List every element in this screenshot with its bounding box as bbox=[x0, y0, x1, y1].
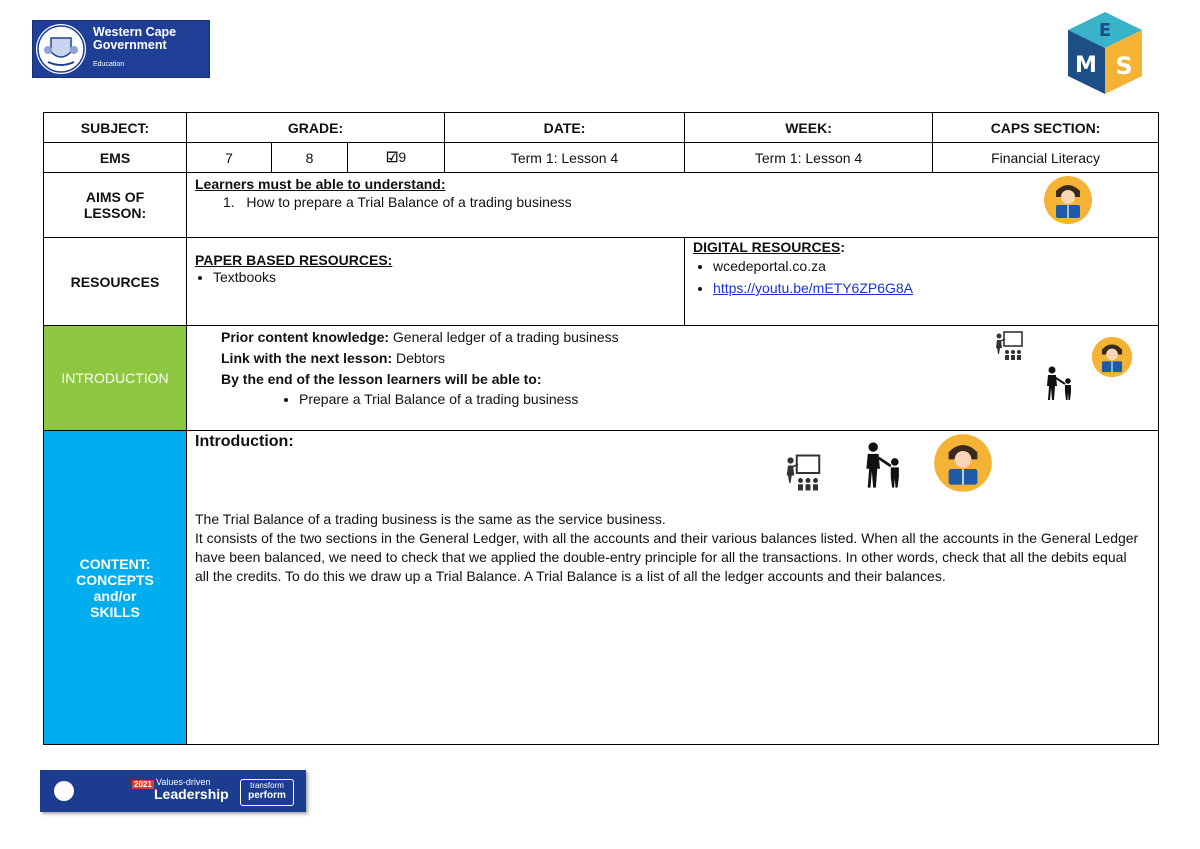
introduction-label: INTRODUCTION bbox=[44, 326, 187, 431]
ems-logo bbox=[1062, 10, 1148, 96]
svg-text:M: M bbox=[1075, 53, 1097, 78]
content-row bbox=[44, 431, 1159, 745]
parent-child-icon bbox=[1043, 366, 1077, 405]
footer-badge-line2: perform bbox=[248, 790, 286, 801]
learner-reading-icon bbox=[1091, 336, 1133, 381]
teacher-board-icon bbox=[993, 330, 1025, 365]
grade-7-cell: 7 bbox=[187, 143, 272, 173]
resources-label: RESOURCES bbox=[44, 238, 187, 326]
logo-text-line1: Western Cape bbox=[93, 25, 177, 39]
grade-9-label: 9 bbox=[398, 149, 407, 165]
resources-row bbox=[44, 238, 1159, 326]
logo-subtext: Education bbox=[93, 61, 125, 68]
lesson-plan-table bbox=[43, 112, 1159, 745]
teacher-board-icon bbox=[783, 453, 823, 496]
content-label-line4: SKILLS bbox=[90, 603, 140, 620]
grade-8-cell: 8 bbox=[272, 143, 348, 173]
caps-section-value: Financial Literacy bbox=[933, 143, 1159, 173]
subject-header: SUBJECT: bbox=[44, 113, 187, 143]
aims-label: AIMS OF LESSON: bbox=[44, 173, 187, 238]
content-paragraph-1: The Trial Balance of a trading business is the same as the service business. bbox=[195, 511, 666, 527]
week-value: Term 1: Lesson 4 bbox=[685, 143, 933, 173]
grade-9-cell bbox=[348, 143, 445, 173]
svg-text:E: E bbox=[1098, 20, 1112, 41]
introduction-row bbox=[44, 326, 1159, 431]
footer-tagline-2: Leadership bbox=[154, 786, 229, 802]
grade-9-checkbox[interactable]: ☑ bbox=[385, 149, 399, 165]
western-cape-government-logo bbox=[32, 20, 210, 78]
prior-knowledge-value: General ledger of a trading business bbox=[389, 329, 619, 345]
date-value: Term 1: Lesson 4 bbox=[445, 143, 685, 173]
introduction-content bbox=[187, 326, 1159, 431]
aims-item-1: 1. How to prepare a Trial Balance of a trading business bbox=[223, 194, 572, 210]
footer-banner bbox=[40, 770, 306, 812]
digital-resources-heading: DIGITAL RESOURCES bbox=[693, 239, 841, 255]
date-header: DATE: bbox=[445, 113, 685, 143]
footer-year: 2021 bbox=[134, 780, 152, 789]
outcome-item: • Prepare a Trial Balance of a trading business bbox=[299, 390, 1150, 409]
prior-knowledge-label: Prior content knowledge: bbox=[221, 329, 390, 345]
aims-heading: Learners must be able to understand: bbox=[195, 176, 446, 192]
learner-reading-icon bbox=[1043, 175, 1093, 228]
content-paragraph-2: It consists of the two sections in the General Ledger, with all the accounts and their various balances listed. When all the accounts in the General Ledger have been balanced, we need to check that we applied the double-entry principle for all the transactions. In other words, check that all the debits equal all the credits. To do this we draw up a Trial Balance. A Trial Balance is a list of all the ledger accounts and their balances. bbox=[195, 530, 1139, 584]
aims-row bbox=[44, 173, 1159, 238]
parent-child-icon bbox=[861, 441, 907, 494]
learner-reading-icon bbox=[933, 433, 993, 496]
week-header: WEEK: bbox=[685, 113, 933, 143]
footer-transform-badge bbox=[240, 779, 294, 806]
content-label-line2: CONCEPTS bbox=[76, 571, 154, 588]
paper-resources-cell bbox=[187, 238, 685, 326]
grade-header: GRADE: bbox=[187, 113, 445, 143]
content-label bbox=[44, 431, 187, 745]
footer-badge-line1: transform bbox=[250, 781, 284, 790]
aims-item-text: How to prepare a Trial Balance of a trading business bbox=[246, 194, 572, 210]
logo-text-line2: Government bbox=[93, 38, 167, 52]
footer-crest-icon bbox=[54, 781, 74, 801]
digital-resources-cell bbox=[685, 238, 1159, 326]
content-label-line3: and/or bbox=[93, 587, 137, 604]
paper-resources-heading: PAPER BASED RESOURCES: bbox=[195, 252, 393, 268]
content-body bbox=[187, 431, 1159, 745]
digital-resource-portal: • wcedeportal.co.za bbox=[713, 255, 1150, 277]
svg-text:S: S bbox=[1115, 52, 1133, 80]
subject-value: EMS bbox=[44, 143, 187, 173]
paper-resource-item: • Textbooks bbox=[213, 268, 676, 287]
values-row bbox=[44, 143, 1159, 173]
coat-of-arms-icon bbox=[36, 24, 86, 74]
header-row bbox=[44, 113, 1159, 143]
outcome-heading: By the end of the lesson learners will be able to: bbox=[221, 371, 542, 387]
content-heading: Introduction: bbox=[195, 433, 294, 450]
next-lesson-label: Link with the next lesson: bbox=[221, 350, 393, 366]
digital-resources-colon: : bbox=[840, 239, 845, 255]
next-lesson-value: Debtors bbox=[392, 350, 446, 366]
caps-section-header: CAPS SECTION: bbox=[933, 113, 1159, 143]
footer-tagline-1: Values-driven bbox=[156, 777, 211, 787]
aims-content bbox=[187, 173, 1159, 238]
content-label-line1: CONTENT: bbox=[79, 555, 151, 572]
youtube-link[interactable]: https://youtu.be/mETY6ZP6G8A bbox=[713, 280, 914, 296]
